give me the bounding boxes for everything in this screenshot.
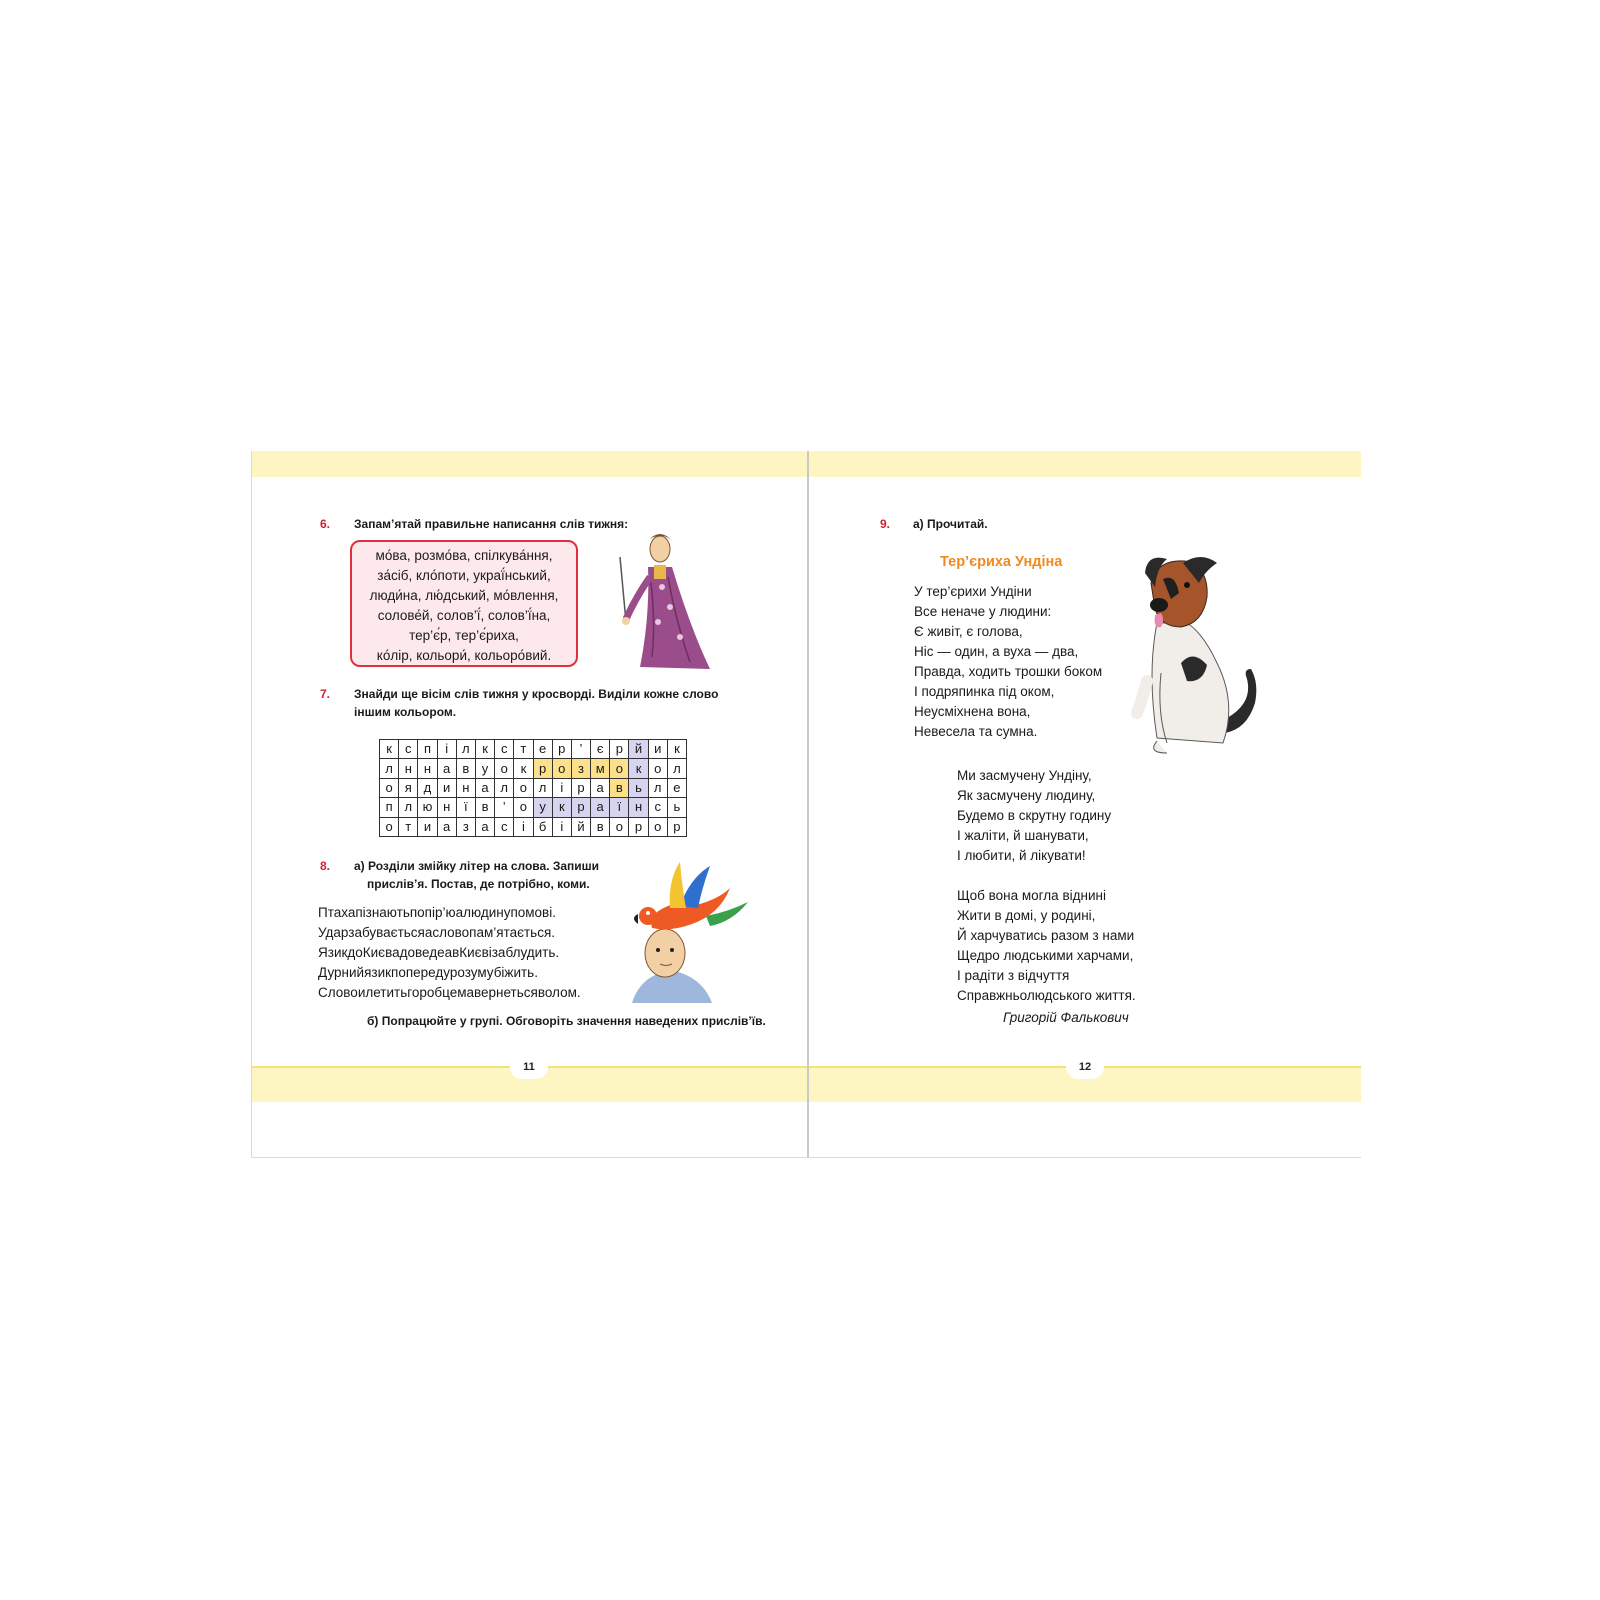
grid-cell[interactable]: а xyxy=(591,798,610,817)
grid-cell[interactable]: я xyxy=(399,778,418,797)
grid-cell[interactable]: к xyxy=(629,759,648,778)
grid-cell[interactable]: н xyxy=(418,759,437,778)
grid-cell[interactable]: о xyxy=(648,759,667,778)
grid-cell[interactable]: о xyxy=(552,759,571,778)
letter-snakes xyxy=(318,903,581,1003)
grid-cell[interactable]: а xyxy=(437,817,456,836)
task-7-number: 7. xyxy=(320,687,331,701)
word-line: за́сіб, кло́поти, украї́нський, xyxy=(377,568,551,583)
poem-line: Щедро людськими харчами, xyxy=(957,948,1134,963)
grid-cell[interactable]: в xyxy=(610,778,629,797)
poem-line: Як засмучену людину, xyxy=(957,788,1096,803)
page-12 xyxy=(809,451,1361,1157)
grid-cell[interactable]: к xyxy=(667,740,686,759)
grid-cell[interactable]: о xyxy=(380,817,399,836)
grid-cell[interactable]: і xyxy=(514,817,533,836)
grid-cell[interactable]: с xyxy=(495,740,514,759)
word-line: мо́ва, розмо́ва, спілкува́ння, xyxy=(375,548,553,563)
snake-line: Ударзабуваєтьсяасловопам’ятається. xyxy=(318,925,556,940)
grid-cell[interactable]: н xyxy=(437,798,456,817)
grid-cell[interactable]: п xyxy=(380,798,399,817)
grid-cell[interactable]: л xyxy=(380,759,399,778)
grid-cell[interactable]: і xyxy=(552,817,571,836)
grid-cell[interactable]: л xyxy=(456,740,475,759)
grid-cell[interactable]: й xyxy=(629,740,648,759)
grid-row xyxy=(380,778,687,797)
grid-cell[interactable]: и xyxy=(418,817,437,836)
grid-cell[interactable]: в xyxy=(475,798,494,817)
grid-cell[interactable]: б xyxy=(533,817,552,836)
grid-cell[interactable]: р xyxy=(552,740,571,759)
grid-cell[interactable]: з xyxy=(571,759,590,778)
grid-cell[interactable]: в xyxy=(591,817,610,836)
grid-cell[interactable]: у xyxy=(475,759,494,778)
teacher-illustration xyxy=(610,527,730,677)
grid-cell[interactable]: с xyxy=(495,817,514,836)
poem-line: Неусміхнена вона, xyxy=(914,704,1031,719)
poem-line: Все неначе у людини: xyxy=(914,604,1052,619)
grid-cell[interactable]: ь xyxy=(667,798,686,817)
grid-cell[interactable]: є xyxy=(591,740,610,759)
task-8-line-2: прислів’я. Постав, де потрібно, коми. xyxy=(367,877,590,891)
grid-cell[interactable]: н xyxy=(399,759,418,778)
poem-line: Справжньолюдського життя. xyxy=(957,988,1136,1003)
grid-cell[interactable]: т xyxy=(514,740,533,759)
grid-cell[interactable]: о xyxy=(495,759,514,778)
grid-cell[interactable]: к xyxy=(475,740,494,759)
poem-line: І жаліти, й шанувати, xyxy=(957,828,1089,843)
grid-row xyxy=(380,740,687,759)
grid-cell[interactable]: а xyxy=(475,778,494,797)
poem-line: Щоб вона могла віднині xyxy=(957,888,1106,903)
grid-cell[interactable]: а xyxy=(591,778,610,797)
poem-line: Невесела та сумна. xyxy=(914,724,1038,739)
snake-line: Птахапізнаютьпопір’юалюдинупомові. xyxy=(318,905,556,920)
task-6-text: Запам’ятай правильне написання слів тижня: xyxy=(354,517,629,531)
poem-stanza-1 xyxy=(914,582,1102,742)
page-11 xyxy=(252,451,807,1157)
grid-cell[interactable]: к xyxy=(514,759,533,778)
grid-cell[interactable]: р xyxy=(533,759,552,778)
task-8-number: 8. xyxy=(320,859,331,873)
grid-cell[interactable]: р xyxy=(571,778,590,797)
poem-line: І любити, й лікувати! xyxy=(957,848,1086,863)
task-7-line-2: іншим кольором. xyxy=(354,705,457,719)
grid-cell[interactable]: а xyxy=(475,817,494,836)
page-number: 11 xyxy=(510,1055,548,1079)
grid-cell[interactable]: с xyxy=(399,740,418,759)
grid-cell[interactable]: л xyxy=(399,798,418,817)
grid-cell[interactable]: й xyxy=(571,817,590,836)
word-line: солове́й, солов’ї́, солов’ї́на, xyxy=(377,608,551,623)
word-line: тер’є́р, тер’є́риха, xyxy=(409,628,519,643)
top-band xyxy=(252,451,807,477)
grid-cell[interactable]: д xyxy=(418,778,437,797)
page-number: 12 xyxy=(1066,1055,1104,1079)
task-8-part-b: б) Попрацюйте у групі. Обговоріть значення наведених прислів’їв. xyxy=(367,1014,766,1028)
poem-stanza-3 xyxy=(957,886,1136,1006)
snake-line: Дурнийязикпопередурозумубіжить. xyxy=(318,965,538,980)
grid-cell[interactable]: ’ xyxy=(495,798,514,817)
snake-line: ЯзикдоКиєвадоведеавКиєвізаблудить. xyxy=(318,945,560,960)
grid-cell[interactable]: е xyxy=(533,740,552,759)
poem-author: Григорій Фалькович xyxy=(1003,1010,1129,1025)
grid-cell[interactable]: н xyxy=(456,778,475,797)
poem-line: Є живіт, є голова, xyxy=(914,624,1023,639)
poem-line: І радіти з відчуття xyxy=(957,968,1070,983)
grid-cell[interactable]: с xyxy=(648,798,667,817)
task-9-text: а) Прочитай. xyxy=(913,517,988,531)
task-8-line-1: а) Розділи змійку літер на слова. Запиши xyxy=(354,859,600,873)
grid-cell[interactable]: і xyxy=(437,740,456,759)
task-9-number: 9. xyxy=(880,517,891,531)
grid-cell[interactable]: ю xyxy=(418,798,437,817)
grid-cell[interactable]: р xyxy=(571,798,590,817)
grid-cell[interactable]: п xyxy=(418,740,437,759)
grid-row xyxy=(380,817,687,836)
words-of-week-box xyxy=(350,540,578,667)
grid-cell[interactable]: ї xyxy=(610,798,629,817)
grid-cell[interactable]: ь xyxy=(629,778,648,797)
grid-cell[interactable]: и xyxy=(648,740,667,759)
poem-line: Правда, ходить трошки боком xyxy=(914,664,1103,679)
grid-cell[interactable]: ’ xyxy=(571,740,590,759)
poem-title: Тер’єриха Ундіна xyxy=(940,554,1063,570)
grid-cell[interactable]: л xyxy=(648,778,667,797)
parrot-on-head-illustration xyxy=(610,858,750,1003)
crossword-grid xyxy=(379,739,687,837)
grid-cell[interactable]: о xyxy=(648,817,667,836)
grid-cell[interactable]: л xyxy=(495,778,514,797)
grid-cell[interactable]: і xyxy=(552,778,571,797)
poem-line: У тер’єрихи Ундіни xyxy=(914,584,1032,599)
grid-cell[interactable]: т xyxy=(399,817,418,836)
top-band xyxy=(809,451,1361,477)
grid-cell[interactable]: а xyxy=(437,759,456,778)
poem-line: Й харчуватись разом з нами xyxy=(957,928,1135,943)
poem-line: Ми засмучену Ундіну, xyxy=(957,768,1092,783)
grid-cell[interactable]: л xyxy=(667,759,686,778)
grid-cell[interactable]: м xyxy=(591,759,610,778)
grid-cell[interactable]: р xyxy=(667,817,686,836)
poem-stanza-2 xyxy=(957,766,1111,866)
grid-cell[interactable]: о xyxy=(514,798,533,817)
grid-cell[interactable]: н xyxy=(629,798,648,817)
grid-cell[interactable]: р xyxy=(629,817,648,836)
task-6-number: 6. xyxy=(320,517,331,531)
grid-cell[interactable]: е xyxy=(667,778,686,797)
grid-cell[interactable]: к xyxy=(552,798,571,817)
grid-cell[interactable]: о xyxy=(380,778,399,797)
grid-cell[interactable]: р xyxy=(610,740,629,759)
grid-cell[interactable]: и xyxy=(437,778,456,797)
grid-cell[interactable]: л xyxy=(533,778,552,797)
poem-line: І подряпинка під оком, xyxy=(914,684,1055,699)
grid-cell[interactable]: о xyxy=(610,817,629,836)
grid-cell[interactable]: з xyxy=(456,817,475,836)
grid-cell[interactable]: в xyxy=(456,759,475,778)
grid-cell[interactable]: у xyxy=(533,798,552,817)
word-line: люди́на, лю́дський, мо́влення, xyxy=(369,588,559,603)
poem-line: Будемо в скрутну годину xyxy=(957,808,1112,823)
task-7-line-1: Знайди ще вісім слів тижня у кросворді. Виділи кожне слово xyxy=(354,687,719,701)
grid-row xyxy=(380,798,687,817)
grid-row xyxy=(380,759,687,778)
book-spread xyxy=(251,451,1361,1158)
grid-cell[interactable]: ї xyxy=(456,798,475,817)
grid-cell[interactable]: о xyxy=(610,759,629,778)
terrier-dog-illustration xyxy=(1127,553,1267,758)
snake-line: Словоилетитьгоробцемавернетьсяволом. xyxy=(318,985,581,1000)
grid-cell[interactable]: к xyxy=(380,740,399,759)
word-line: ко́лір, кольори́, кольоро́вий. xyxy=(376,648,552,663)
poem-line: Ніс — один, а вуха — два, xyxy=(914,644,1079,659)
poem-line: Жити в домі, у родині, xyxy=(957,908,1096,923)
grid-cell[interactable]: о xyxy=(514,778,533,797)
